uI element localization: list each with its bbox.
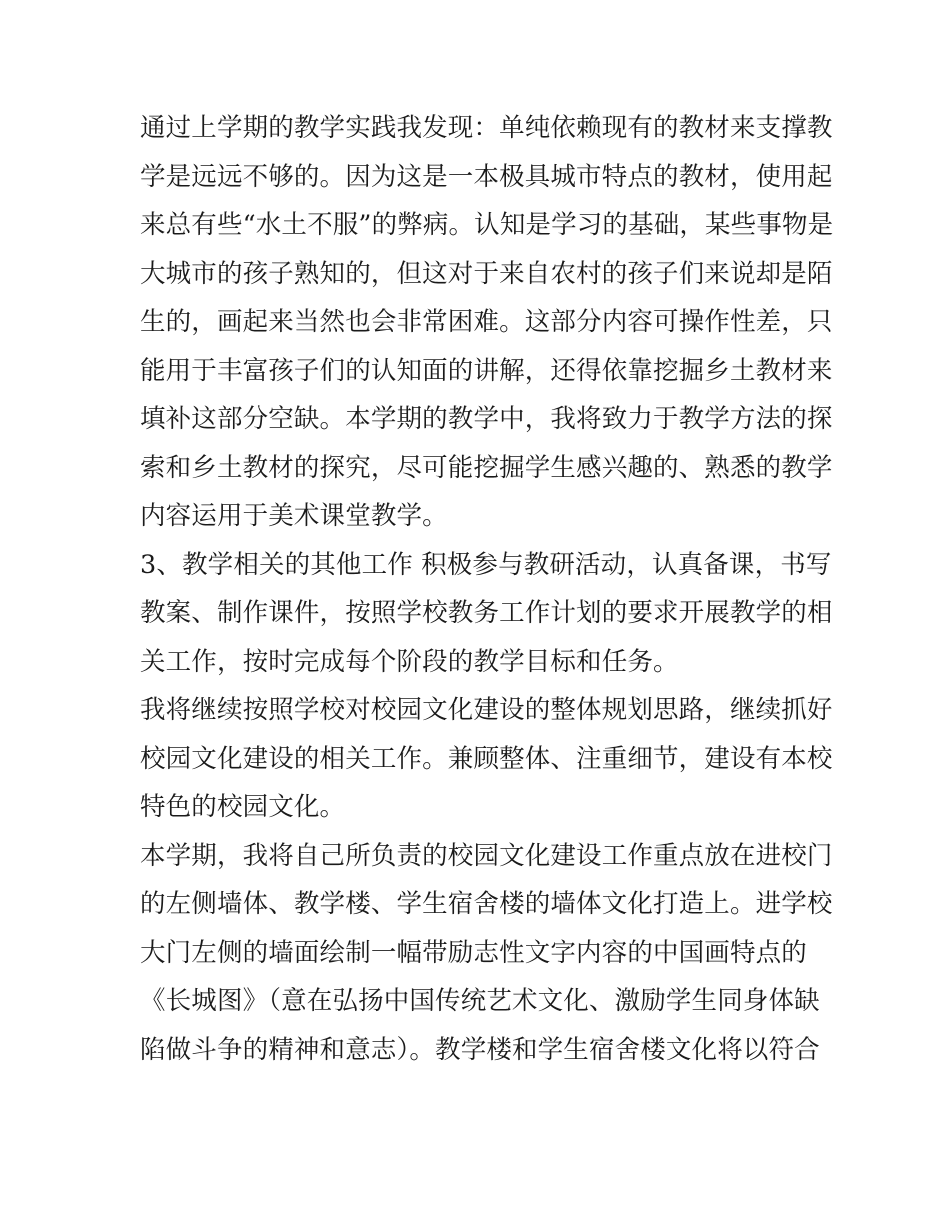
text-line: 的左侧墙体、教学楼、学生宿舍楼的墙体文化打造上。进学校: [140, 889, 833, 919]
text-line: 内容运用于美术课堂教学。: [140, 501, 448, 531]
text-line: 3、教学相关的其他工作 积极参与教研活动，认真备课，书写: [140, 549, 832, 580]
text-line: 本学期，我将自己所负责的校园文化建设工作重点放在进校门: [140, 840, 833, 871]
text-line: 陷做斗争的精神和意志）。教学楼和学生宿舍楼文化将以符合: [140, 1034, 820, 1065]
text-line: 填补这部分空缺。本学期的教学中，我将致力于教学方法的探: [140, 404, 833, 434]
text-line: 索和乡土教材的探究，尽可能挖掘学生感兴趣的、熟悉的教学: [140, 452, 833, 483]
text-line: 特色的校园文化。: [140, 792, 346, 822]
text-line: 关工作，按时完成每个阶段的教学目标和任务。: [140, 646, 679, 677]
text-line: 来总有些“水土不服”的弊病。认知是学习的基础，某些事物是: [140, 210, 834, 240]
text-line: 能用于丰富孩子们的认知面的讲解，还得依靠挖掘乡土教材来: [140, 355, 833, 386]
text-line: 大城市的孩子熟知的，但这对于来自农村的孩子们来说却是陌: [140, 258, 833, 289]
text-line: 通过上学期的教学实践我发现：单纯依赖现有的教材来支撑教: [140, 113, 833, 143]
text-line: 生的，画起来当然也会非常困难。这部分内容可操作性差，只: [140, 307, 833, 337]
text-line: 《长城图》（意在弘扬中国传统艺术文化、激励学生同身体缺: [140, 986, 820, 1016]
text-line: 教案、制作课件，按照学校教务工作计划的要求开展教学的相: [140, 598, 833, 628]
text-line: 我将继续按照学校对校园文化建设的整体规划思路，继续抓好: [140, 695, 833, 725]
text-line: 大门左侧的墙面绘制一幅带励志性文字内容的中国画特点的: [140, 937, 807, 968]
text-line: 校园文化建设的相关工作。兼顾整体、注重细节，建设有本校: [140, 743, 833, 774]
document-body: [140, 104, 834, 1074]
text-line: 学是远远不够的。因为这是一本极具城市特点的教材，使用起: [140, 161, 833, 192]
